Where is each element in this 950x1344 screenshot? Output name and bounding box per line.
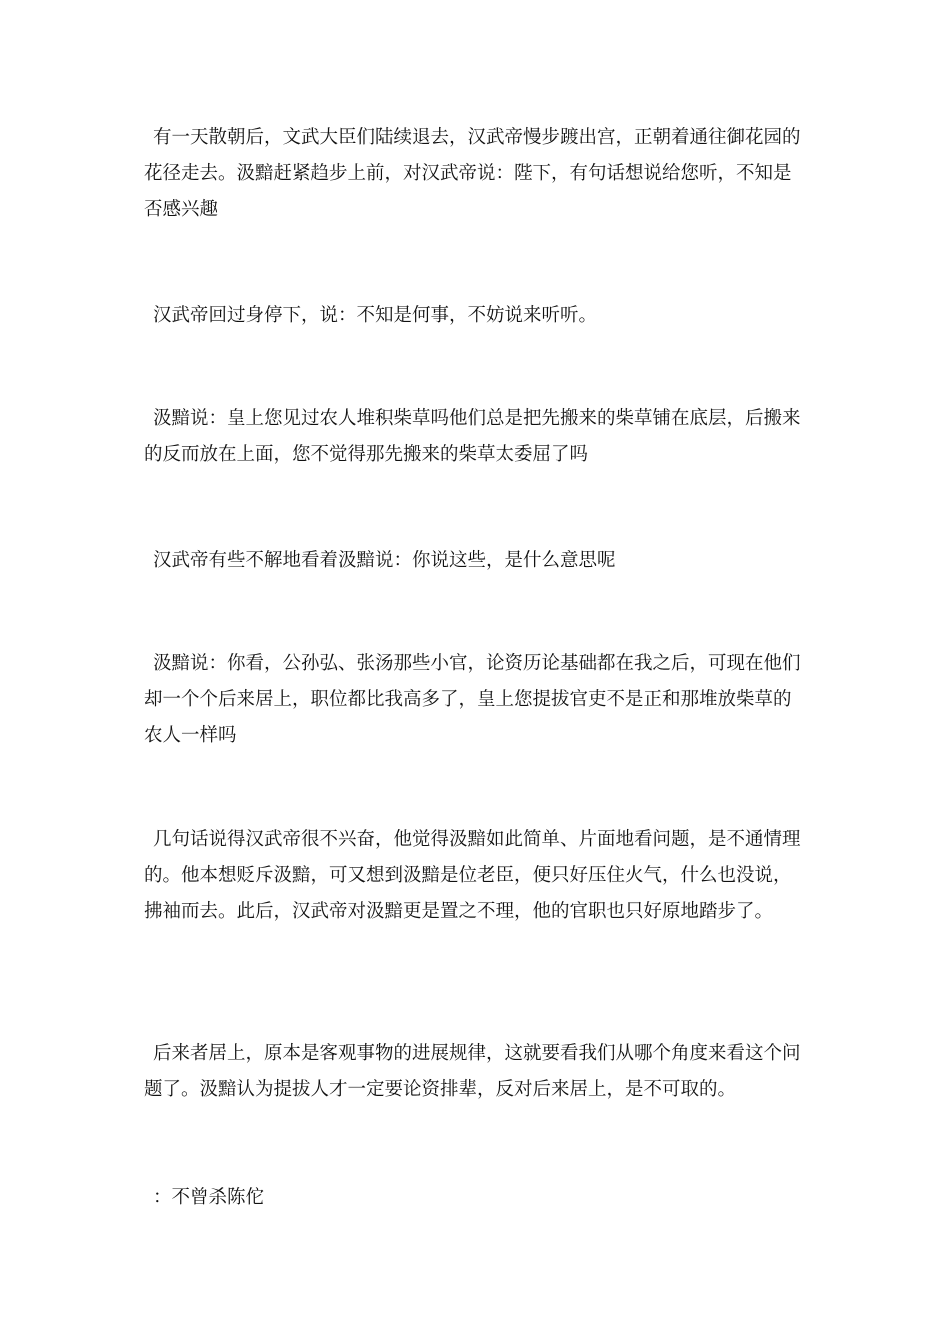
paragraph-5: 汲黯说：你看，公孙弘、张汤那些小官，论资历论基础都在我之后，可现在他们却一个个后来居上，职位都比我高多了，皇上您提拔官吏不是正和那堆放柴草的农人一样吗 [144,653,801,746]
paragraph-7: 后来者居上，原本是客观事物的进展规律，这就要看我们从哪个角度来看这个问题了。汲黯认为提拔人才一定要论资排辈，反对后来居上，是不可取的。 [144,1043,801,1100]
paragraph-8: ：不曾杀陈佗 [153,1187,265,1208]
paragraph-3: 汲黯说：皇上您见过农人堆积柴草吗他们总是把先搬来的柴草铺在底层，后搬来的反而放在上面，您不觉得那先搬来的柴草太委屈了吗 [144,408,801,465]
paragraph-4: 汉武帝有些不解地看着汲黯说：你说这些，是什么意思呢 [153,550,616,571]
paragraph-1: 有一天散朝后，文武大臣们陆续退去，汉武帝慢步踱出宫，正朝着通往御花园的花径走去。汲黯赶紧趋步上前，对汉武帝说：陛下，有句话想说给您听，不知是否感兴趣 [144,127,801,220]
paragraph-6: 几句话说得汉武帝很不兴奋，他觉得汲黯如此简单、片面地看问题，是不通情理的。他本想贬斥汲黯，可又想到汲黯是位老臣，便只好压住火气，什么也没说，拂袖而去。此后，汉武帝对汲黯更是置之不理，他的官职也只好原地踏步了。 [144,829,801,922]
paragraph-2: 汉武帝回过身停下，说：不知是何事，不妨说来听听。 [153,305,598,326]
